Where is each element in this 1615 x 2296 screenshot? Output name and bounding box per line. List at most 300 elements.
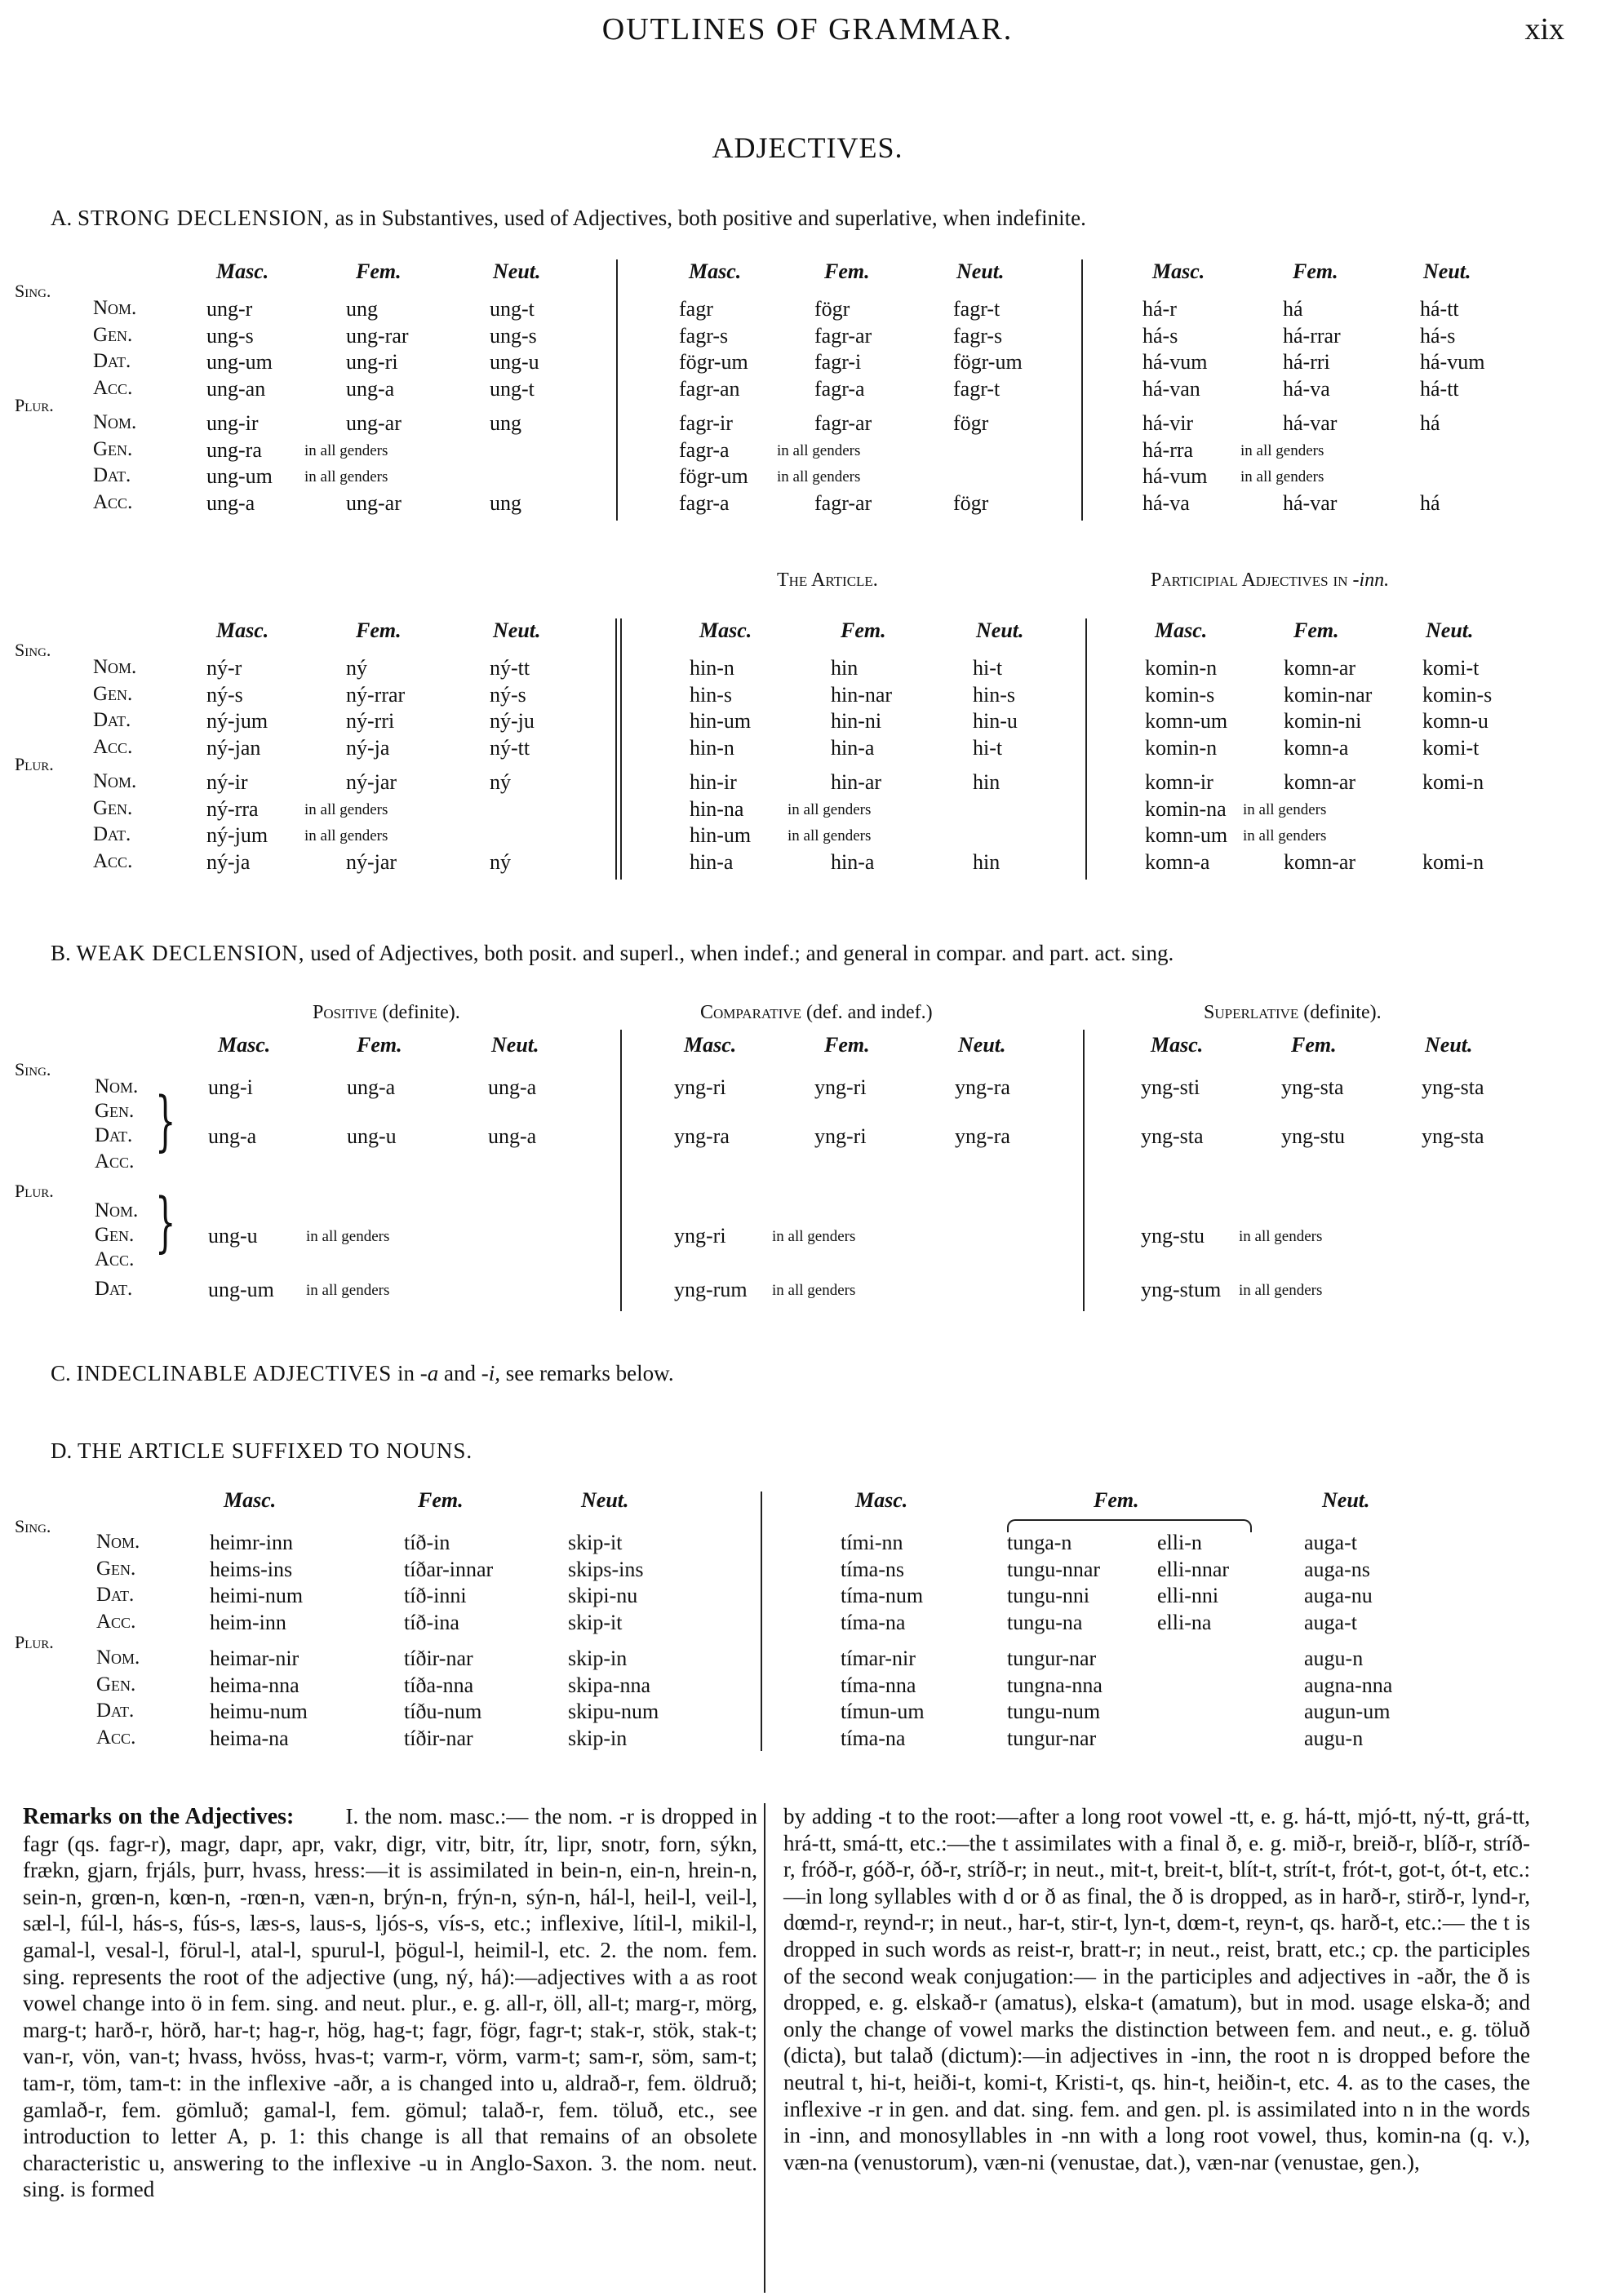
- form-cell: fögr: [953, 411, 989, 435]
- case-label-dat: Dat.: [95, 1124, 133, 1146]
- section-description: as in Substantives, used of Adjectives, both positive and superlative, when indefinite.: [335, 206, 1086, 230]
- form-cell: ung-um: [206, 464, 273, 488]
- section-title: THE ARTICLE SUFFIXED TO NOUNS.: [78, 1438, 473, 1463]
- form-cell: yng-rum: [674, 1278, 748, 1301]
- gender-header-neut: Neut.: [493, 618, 541, 642]
- form-cell: tungu-nnar: [1007, 1557, 1101, 1581]
- gender-header-neut: Neut.: [1322, 1488, 1370, 1512]
- gender-header-fem: Fem.: [1293, 259, 1338, 283]
- case-label-nom: Nom.: [93, 411, 137, 433]
- form-cell: há-vir: [1142, 411, 1194, 435]
- form-cell: há-rra: [1142, 437, 1194, 462]
- in-all-genders-note: in all genders: [1240, 468, 1324, 485]
- form-cell: ný-ja: [346, 735, 390, 760]
- form-cell: tungna-nna: [1007, 1673, 1103, 1697]
- form-cell: há: [1420, 411, 1440, 435]
- form-cell: ný-ir: [206, 770, 248, 794]
- in-all-genders-note: in all genders: [1239, 1228, 1323, 1245]
- section-description: used of Adjectives, both posit. and superl., when indef.; and general in compar. and part. act. sing.: [310, 941, 1174, 965]
- section-a-heading: [51, 206, 1086, 231]
- form-cell: heims-ins: [210, 1557, 293, 1581]
- form-cell: fögr: [953, 490, 989, 515]
- form-cell: hin-um: [690, 823, 752, 847]
- form-cell: há-tt: [1420, 297, 1459, 321]
- form-cell: auga-ns: [1304, 1557, 1370, 1581]
- form-cell: tíma-num: [841, 1584, 924, 1607]
- case-label-gen: Gen.: [93, 796, 133, 819]
- section-letter: D.: [51, 1438, 73, 1463]
- form-cell: yng-sta: [1281, 1075, 1344, 1099]
- form-cell: tíðir-nar: [404, 1647, 473, 1670]
- case-label-nom: Nom.: [96, 1531, 140, 1553]
- form-cell: há-va: [1283, 376, 1330, 401]
- weak-group-title-note: (definite).: [1298, 1002, 1382, 1023]
- in-all-genders-note: in all genders: [304, 800, 388, 818]
- form-cell: ung-r: [206, 297, 253, 321]
- form-cell: tungur-nar: [1007, 1647, 1097, 1670]
- form-cell: heima-na: [210, 1726, 289, 1750]
- gender-header-masc: Masc.: [855, 1488, 908, 1512]
- page-title: ADJECTIVES.: [712, 131, 903, 164]
- form-cell: skipi-nu: [568, 1584, 638, 1607]
- weak-group-title-note: (definite).: [377, 1002, 460, 1023]
- weak-group-title-main: Superlative: [1204, 1002, 1299, 1023]
- form-cell: skip-it: [568, 1610, 623, 1634]
- form-cell: hin-um: [690, 709, 752, 733]
- number-label-sing: Sing.: [15, 281, 51, 301]
- form-cell: ung-ri: [346, 350, 398, 374]
- section-letter: C.: [51, 1361, 71, 1385]
- form-cell: komi-n: [1422, 770, 1484, 794]
- form-cell: elli-n: [1157, 1531, 1202, 1554]
- in-all-genders-note: in all genders: [304, 827, 388, 844]
- in-all-genders-note: in all genders: [306, 1228, 390, 1245]
- form-cell: tíð-ina: [404, 1610, 459, 1634]
- case-label-nom: Nom.: [95, 1199, 139, 1221]
- form-cell: yng-ri: [674, 1224, 726, 1248]
- form-cell: komn-um: [1145, 823, 1228, 847]
- remarks-text-left: I. the nom. masc.:— the nom. -r is dropped in fagr (qs. fagr-r), magr, dapr, apr, vakr, digr, vitr, bitr, ítr, lipr, snotr, forn, sýkn, frækn, gjarn, frjáls, þurr, hvass, hress:—it is assimilated in bein-n, ein-n, hrein-n, sein-n, grœn-n, kœn-n, -rœn-n, væn-n, brýn-n, frýn-n, sýn-n, hál-l, heil-l, veil-l, sæl-l, fúl-l, hás-s, fús-s, læs-s, laus-s, ljós-s, vís-s, etc.; inflexive, lítil-l, mikil-l, gamal-l, vesal-l, förul-l, atal-l, spurul-l, þögul-l, heimil-l, etc. 2. the nom. fem. sing. represents the root of the adjective (ung, ný, há):—adjectives with a as root vowel change into ö in fem. sing. and neut. plur., e. g. all-r, öll, all-t; marg-r, mörg, marg-t; harð-r, hörð, har-t; hag-r, hög, hag-t; fagr, fögr, fagr-t; stak-r, stök, stak-t; van-r, vön, van-t; hvass, hvöss, hvas-t; varm-r, vörm, varm-t; sam-r, söm, sam-t; tam-r, töm, tam-t: in the inflexive -aðr, a is changed into u, aldrað-r, fem. öldruð; gamlað-r, fem. gömluð; gamal-l, fem. gömul; talað-r, fem. töluð, etc., see introduction to letter A, p. 1: this change is all that remains of an obsolete characteristic u, answering to the inflexive -u in Anglo-Saxon. 3. the nom. neut. sing. is formed: [23, 1804, 758, 2202]
- form-cell: komin-ni: [1284, 709, 1362, 733]
- article-heading: The Article.: [777, 570, 878, 591]
- gender-header-masc: Masc.: [684, 1033, 737, 1057]
- gender-header-neut: Neut.: [1426, 618, 1474, 642]
- form-cell: komn-ir: [1145, 770, 1213, 794]
- in-all-genders-note: in all genders: [777, 468, 861, 485]
- gender-header-fem: Fem.: [1094, 1488, 1139, 1512]
- form-cell: yng-ri: [674, 1075, 726, 1099]
- form-cell: hi-t: [973, 656, 1003, 680]
- weak-group-title: [313, 1002, 460, 1024]
- form-cell: tungu-nni: [1007, 1584, 1090, 1607]
- form-cell: yng-sta: [1422, 1075, 1484, 1099]
- form-cell: há: [1283, 297, 1303, 321]
- case-label-gen: Gen.: [95, 1224, 135, 1246]
- form-cell: tíð-inni: [404, 1584, 467, 1607]
- remarks-text-right: by adding -t to the root:—after a long root vowel -tt, e. g. há-tt, mjó-tt, ný-tt, grá-tt, hrá-tt, smá-tt, etc.:—the t assimilates with a final ð, e. g. mið-r, breið-r, blíð-r, stríð-r, fróð-r, góð-r, óð-r, stríð-r; in neut., mit-t, breit-t, blít-t, strít-t, frót-t, got-t, ót-t, etc.:—in long syllables with d or ð as final, the ð is dropped, as in harð-r, stirð-r, lynd-r, dœmd-r, reynd-r; in neut., har-t, stir-t, lyn-t, dœm-t, reyn-t, qs. harð-t, etc.:— the t is dropped in such words as reist-r, bratt-r; in neut., reist, bratt, etc.; cp. the participles of the second weak conjugation:— in the participles and adjectives in -aðr, the ð is dropped, e. g. elskað-r (amatus), elska-t (amatum), but in mod. usage elska-ð; and only the change of vowel marks the distinction between fem. and neut., e. g. töluð (dicta), but talað (dictum):—in adjectives in -inn, the root n is dropped before the neutral t, hi-t, heiði-t, komi-t, Kristi-t, qs. hin-t, heiðin-t, etc. 4. as to the cases, the inflexive -r in gen. and dat. sing. fem. and gen. pl. is assimilated into n in the words in -inn, and monosyllables in -nn with a long root vowel, thus, komin-na (q. v.), væn-na (venustorum), væn-ni (venustae, dat.), væn-nar (venustae, gen.),: [783, 1804, 1530, 2174]
- case-label-acc: Acc.: [96, 1726, 136, 1749]
- form-cell: há-rrar: [1283, 323, 1341, 348]
- form-cell: tíða-nna: [404, 1673, 474, 1697]
- form-cell: hin-s: [973, 682, 1015, 707]
- form-cell: há-s: [1420, 323, 1456, 348]
- form-cell: fagr-a: [814, 376, 865, 401]
- gender-header-neut: Neut.: [1423, 259, 1471, 283]
- form-cell: elli-na: [1157, 1610, 1212, 1634]
- word-in: in: [397, 1361, 415, 1385]
- form-cell: auga-t: [1304, 1610, 1357, 1634]
- form-cell: fagr-t: [953, 297, 1001, 321]
- form-cell: yng-stu: [1281, 1124, 1345, 1148]
- column-rule: [1083, 1030, 1085, 1311]
- form-cell: tungur-nar: [1007, 1726, 1097, 1750]
- form-cell: komin-s: [1145, 682, 1215, 707]
- form-cell: komn-ar: [1284, 770, 1356, 794]
- form-cell: augna-nna: [1304, 1673, 1393, 1697]
- in-all-genders-note: in all genders: [306, 1282, 390, 1299]
- gender-header-neut: Neut.: [956, 259, 1005, 283]
- form-cell: hin-ni: [831, 709, 882, 733]
- form-cell: ný-jar: [346, 849, 397, 874]
- form-cell: fagr-i: [814, 350, 862, 374]
- form-cell: hin-n: [690, 735, 734, 760]
- number-label-plur: Plur.: [15, 754, 54, 774]
- section-title: WEAK DECLENSION,: [76, 941, 305, 965]
- form-cell: ung-a: [206, 490, 255, 515]
- form-cell: augu-n: [1304, 1726, 1364, 1750]
- form-cell: tíðar-innar: [404, 1557, 494, 1581]
- form-cell: hin: [831, 656, 859, 680]
- form-cell: yng-sta: [1141, 1124, 1204, 1148]
- form-cell: ný-tt: [490, 656, 530, 680]
- form-cell: hin-a: [831, 735, 875, 760]
- form-cell: tíma-na: [841, 1726, 906, 1750]
- form-cell: heima-nna: [210, 1673, 299, 1697]
- form-cell: tími-nn: [841, 1531, 903, 1554]
- participial-heading-text: Participial Adjectives in: [1151, 570, 1348, 591]
- gender-header-masc: Masc.: [1151, 1033, 1204, 1057]
- section-letter: A.: [51, 206, 73, 230]
- form-cell: heimi-num: [210, 1584, 304, 1607]
- number-label-plur: Plur.: [15, 1632, 54, 1652]
- gender-header-fem: Fem.: [1293, 618, 1339, 642]
- case-label-dat: Dat.: [95, 1278, 133, 1300]
- form-cell: yng-ra: [955, 1075, 1010, 1099]
- form-cell: hin-a: [690, 849, 734, 874]
- form-cell: skip-in: [568, 1726, 628, 1750]
- form-cell: ný-jum: [206, 709, 268, 733]
- gender-header-fem: Fem.: [418, 1488, 464, 1512]
- section-title: INDECLINABLE ADJECTIVES: [76, 1361, 393, 1385]
- case-label-acc: Acc.: [93, 849, 133, 872]
- number-label-plur: Plur.: [15, 395, 54, 415]
- form-cell: ung: [346, 297, 378, 321]
- form-cell: ný-rrar: [346, 682, 406, 707]
- form-cell: há-vum: [1142, 350, 1208, 374]
- form-cell: ung-ra: [206, 437, 262, 462]
- form-cell: há-s: [1142, 323, 1178, 348]
- form-cell: ung-u: [208, 1224, 258, 1248]
- remarks-heading: Remarks on the Adjectives:: [23, 1804, 295, 1829]
- form-cell: komn-um: [1145, 709, 1228, 733]
- form-cell: ung-a: [347, 1075, 396, 1099]
- form-cell: há-van: [1142, 376, 1200, 401]
- gender-header-fem: Fem.: [824, 1033, 870, 1057]
- in-all-genders-note: in all genders: [304, 441, 388, 459]
- section-d-heading: [51, 1438, 473, 1464]
- weak-group-title: [700, 1002, 933, 1024]
- in-all-genders-note: in all genders: [777, 441, 861, 459]
- in-all-genders-note: in all genders: [788, 800, 872, 818]
- gender-header-fem: Fem.: [357, 1033, 402, 1057]
- form-cell: ný-s: [206, 682, 243, 707]
- form-cell: komin-s: [1422, 682, 1493, 707]
- form-cell: há-r: [1142, 297, 1177, 321]
- form-cell: ung: [490, 490, 521, 515]
- case-label-dat: Dat.: [93, 709, 131, 731]
- in-all-genders-note: in all genders: [1240, 441, 1324, 459]
- form-cell: skips-ins: [568, 1557, 644, 1581]
- column-rule: [761, 1492, 762, 1751]
- form-cell: há-var: [1283, 411, 1338, 435]
- form-cell: komn-ar: [1284, 656, 1356, 680]
- gender-header-fem: Fem.: [1291, 1033, 1337, 1057]
- column-rule: [620, 1030, 622, 1311]
- form-cell: ung-u: [347, 1124, 397, 1148]
- running-title: OUTLINES OF GRAMMAR.: [601, 12, 1014, 47]
- form-cell: ný-jum: [206, 823, 268, 847]
- form-cell: komi-t: [1422, 735, 1480, 760]
- form-cell: hin-n: [690, 656, 734, 680]
- case-label-nom: Nom.: [93, 656, 137, 678]
- column-rule: [1085, 618, 1087, 880]
- grouping-brace: }: [155, 1083, 176, 1159]
- form-cell: komn-a: [1145, 849, 1210, 874]
- form-cell: ung-s: [490, 323, 537, 348]
- form-cell: komn-ar: [1284, 849, 1356, 874]
- form-cell: hin-na: [690, 796, 744, 821]
- form-cell: há-rri: [1283, 350, 1330, 374]
- gender-header-masc: Masc.: [1155, 618, 1208, 642]
- grouping-brace: }: [155, 1184, 176, 1260]
- form-cell: ný-s: [490, 682, 526, 707]
- case-label-nom: Nom.: [93, 770, 137, 792]
- form-cell: há-vum: [1420, 350, 1485, 374]
- form-cell: há-var: [1283, 490, 1338, 515]
- form-cell: yng-sta: [1422, 1124, 1484, 1148]
- case-label-acc: Acc.: [95, 1150, 135, 1172]
- word-and: and: [444, 1361, 476, 1385]
- form-cell: augun-um: [1304, 1700, 1391, 1723]
- form-cell: tíð-in: [404, 1531, 450, 1554]
- form-cell: heimu-num: [210, 1700, 308, 1723]
- form-cell: komi-t: [1422, 656, 1480, 680]
- remarks-left-column: [23, 1803, 757, 2203]
- case-label-gen: Gen.: [93, 323, 133, 346]
- gender-header-neut: Neut.: [1425, 1033, 1473, 1057]
- form-cell: tímun-um: [841, 1700, 925, 1723]
- case-label-acc: Acc.: [95, 1248, 135, 1270]
- form-cell: fagr-ar: [814, 490, 872, 515]
- form-cell: tíðir-nar: [404, 1726, 473, 1750]
- case-label-acc: Acc.: [96, 1610, 136, 1633]
- remarks-right-column: [783, 1803, 1530, 2175]
- form-cell: ný-jan: [206, 735, 261, 760]
- form-cell: fögr-um: [679, 464, 748, 488]
- form-cell: heimr-inn: [210, 1531, 294, 1554]
- case-label-acc: Acc.: [93, 735, 133, 758]
- case-label-gen: Gen.: [96, 1673, 136, 1695]
- form-cell: ný-rri: [346, 709, 395, 733]
- gender-header-neut: Neut.: [958, 1033, 1006, 1057]
- column-rule: [615, 618, 622, 880]
- form-cell: ung-a: [346, 376, 395, 401]
- form-cell: tungu-na: [1007, 1610, 1083, 1634]
- form-cell: ný: [346, 656, 367, 680]
- gender-header-fem: Fem.: [824, 259, 870, 283]
- section-description: see remarks below.: [505, 1361, 674, 1385]
- form-cell: fagr-ar: [814, 323, 872, 348]
- form-cell: ung-i: [208, 1075, 253, 1099]
- gender-header-neut: Neut.: [493, 259, 541, 283]
- form-cell: há-va: [1142, 490, 1190, 515]
- form-cell: ung-a: [488, 1124, 537, 1148]
- form-cell: tímar-nir: [841, 1647, 916, 1670]
- number-label-sing: Sing.: [15, 1516, 51, 1536]
- section-c-heading: [51, 1361, 674, 1386]
- form-cell: ung-rar: [346, 323, 409, 348]
- column-rule: [616, 259, 618, 521]
- form-cell: komin-na: [1145, 796, 1227, 821]
- form-cell: yng-sti: [1141, 1075, 1200, 1099]
- form-cell: há-tt: [1420, 376, 1459, 401]
- form-cell: hin-s: [690, 682, 732, 707]
- form-cell: skip-in: [568, 1647, 628, 1670]
- suffix-i: -i,: [481, 1361, 500, 1385]
- case-label-gen: Gen.: [96, 1557, 136, 1580]
- form-cell: heimar-nir: [210, 1647, 299, 1670]
- gender-header-neut: Neut.: [581, 1488, 629, 1512]
- form-cell: skipa-nna: [568, 1673, 651, 1697]
- case-label-dat: Dat.: [96, 1584, 135, 1606]
- page-number: xix: [1524, 12, 1564, 47]
- form-cell: ung: [490, 411, 521, 435]
- gender-header-masc: Masc.: [689, 259, 742, 283]
- case-label-gen: Gen.: [93, 437, 133, 460]
- form-cell: hin-ir: [690, 770, 737, 794]
- case-label-dat: Dat.: [93, 464, 131, 486]
- gender-header-masc: Masc.: [1152, 259, 1205, 283]
- case-label-gen: Gen.: [93, 682, 133, 705]
- form-cell: fögr-um: [953, 350, 1023, 374]
- form-cell: tíma-na: [841, 1610, 906, 1634]
- form-cell: ný-tt: [490, 735, 530, 760]
- form-cell: ung-an: [206, 376, 266, 401]
- case-label-acc: Acc.: [93, 376, 133, 399]
- form-cell: ung-ir: [206, 411, 259, 435]
- case-label-gen: Gen.: [95, 1100, 135, 1122]
- form-cell: komin-nar: [1284, 682, 1373, 707]
- form-cell: tíðu-num: [404, 1700, 482, 1723]
- gender-header-fem: Fem.: [841, 618, 886, 642]
- form-cell: yng-ri: [814, 1124, 867, 1148]
- form-cell: ný-rra: [206, 796, 259, 821]
- case-label-acc: Acc.: [93, 490, 133, 513]
- form-cell: hin-u: [973, 709, 1018, 733]
- case-label-nom: Nom.: [96, 1647, 140, 1669]
- form-cell: yng-ri: [814, 1075, 867, 1099]
- form-cell: komin-n: [1145, 656, 1218, 680]
- in-all-genders-note: in all genders: [788, 827, 872, 844]
- case-label-nom: Nom.: [93, 297, 137, 319]
- form-cell: fögr-um: [679, 350, 748, 374]
- form-cell: yng-stu: [1141, 1224, 1205, 1248]
- form-cell: fagr-s: [679, 323, 729, 348]
- form-cell: hin-a: [831, 849, 875, 874]
- form-cell: ung-ar: [346, 411, 402, 435]
- form-cell: yng-ra: [955, 1124, 1010, 1148]
- section-b-heading: [51, 941, 1174, 966]
- form-cell: fagr-s: [953, 323, 1003, 348]
- case-label-nom: Nom.: [95, 1075, 139, 1097]
- section-letter: B.: [51, 941, 71, 965]
- form-cell: fagr-an: [679, 376, 740, 401]
- form-cell: yng-ra: [674, 1124, 730, 1148]
- form-cell: ung-um: [208, 1278, 274, 1301]
- form-cell: fagr: [679, 297, 713, 321]
- form-cell: hin: [973, 849, 1001, 874]
- participial-suffix: -inn.: [1352, 570, 1390, 591]
- gender-header-neut: Neut.: [976, 618, 1024, 642]
- column-divider: [764, 1803, 765, 2293]
- form-cell: ung-ar: [346, 490, 402, 515]
- form-cell: komi-n: [1422, 849, 1484, 874]
- form-cell: hin-ar: [831, 770, 882, 794]
- section-title: STRONG DECLENSION,: [78, 206, 331, 230]
- weak-group-title-main: Positive: [313, 1002, 378, 1023]
- gender-header-masc: Masc.: [218, 1033, 271, 1057]
- in-all-genders-note: in all genders: [772, 1282, 856, 1299]
- form-cell: heim-inn: [210, 1610, 286, 1634]
- form-cell: fagr-ir: [679, 411, 733, 435]
- form-cell: hin-nar: [831, 682, 893, 707]
- weak-group-title-main: Comparative: [700, 1002, 802, 1023]
- gender-header-fem: Fem.: [356, 259, 402, 283]
- case-label-dat: Dat.: [93, 350, 131, 372]
- form-cell: fagr-a: [679, 490, 730, 515]
- form-cell: skipu-num: [568, 1700, 659, 1723]
- form-cell: há: [1420, 490, 1440, 515]
- in-all-genders-note: in all genders: [304, 468, 388, 485]
- form-cell: há-vum: [1142, 464, 1208, 488]
- form-cell: fagr-a: [679, 437, 730, 462]
- form-cell: ung-s: [206, 323, 254, 348]
- form-cell: komn-u: [1422, 709, 1489, 733]
- form-cell: auga-nu: [1304, 1584, 1373, 1607]
- form-cell: skip-it: [568, 1531, 623, 1554]
- participial-heading: [1151, 570, 1389, 592]
- case-label-dat: Dat.: [93, 823, 131, 845]
- case-label-dat: Dat.: [96, 1700, 135, 1722]
- weak-group-title: [1204, 1002, 1382, 1024]
- form-cell: ung-t: [490, 376, 535, 401]
- gender-header-fem: Fem.: [356, 618, 402, 642]
- form-cell: ný: [490, 849, 511, 874]
- in-all-genders-note: in all genders: [1243, 827, 1327, 844]
- form-cell: elli-nnar: [1157, 1557, 1230, 1581]
- form-cell: hin: [973, 770, 1001, 794]
- form-cell: ný-jar: [346, 770, 397, 794]
